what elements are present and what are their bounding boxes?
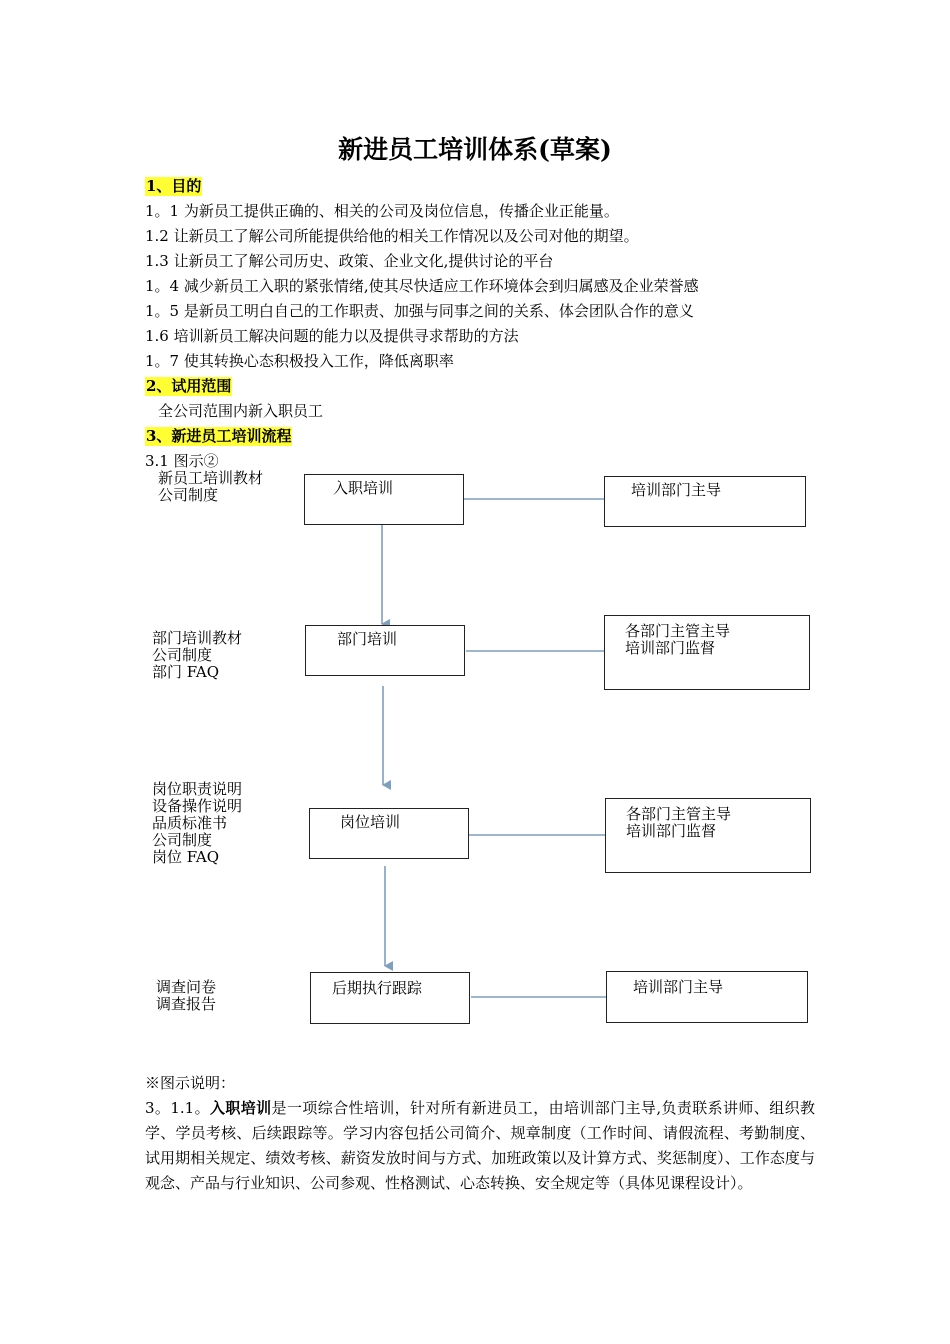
purpose-item: 1.6 培训新员工解决问题的能力以及提供寻求帮助的方法	[145, 327, 519, 345]
stage-materials	[158, 470, 263, 504]
owner-label: 培训部门主导	[633, 978, 724, 996]
owner-label: 培训部门监督	[625, 639, 716, 657]
stage-materials	[156, 979, 216, 1013]
material-item: 岗位 FAQ	[152, 848, 220, 866]
flow-box-label: 入职培训	[333, 479, 394, 497]
section-heading-flow: 3、新进员工培训流程	[146, 427, 292, 445]
notes-paragraph	[145, 1096, 815, 1196]
owner-label: 各部门主管主导	[626, 805, 732, 823]
purpose-item: 1.2 让新员工了解公司所能提供给他的相关工作情况以及公司对他的期望。	[145, 227, 639, 245]
owner-label-group	[626, 806, 731, 840]
purpose-item: 1。1 为新员工提供正确的、相关的公司及岗位信息，传播企业正能量。	[145, 202, 619, 220]
owner-label: 培训部门监督	[626, 822, 717, 840]
flow-box-position	[309, 808, 469, 859]
notes-bold-term: 入职培训	[209, 1099, 272, 1117]
flow-box-department	[305, 625, 465, 676]
purpose-item: 1。4 减少新员工入职的紧张情绪,使其尽快适应工作环境体会到归属感及企业荣誉感	[145, 277, 699, 295]
section-heading-purpose: 1、目的	[146, 177, 202, 195]
stage-materials	[152, 781, 242, 866]
material-item: 公司制度	[158, 486, 219, 504]
flow-box-label: 岗位培训	[340, 813, 401, 831]
owner-box	[606, 971, 808, 1023]
material-item: 品质标准书	[152, 814, 228, 832]
purpose-item: 1。5 是新员工明白自己的工作职责、加强与同事之间的关系、体会团队合作的意义	[145, 302, 694, 320]
notes-prefix: 3。1.1。	[145, 1099, 210, 1117]
owner-box	[604, 476, 806, 527]
flow-box-followup	[310, 972, 470, 1024]
flow-box-label: 部门培训	[337, 630, 398, 648]
material-item: 岗位职责说明	[152, 780, 243, 798]
flow-caption: 3.1 图示②	[145, 452, 219, 470]
material-item: 公司制度	[152, 831, 213, 849]
owner-label-group	[625, 623, 730, 657]
owner-label: 培训部门主导	[631, 481, 722, 499]
material-item: 设备操作说明	[152, 797, 243, 815]
owner-box	[605, 798, 811, 873]
section-heading-scope: 2、试用范围	[146, 377, 232, 395]
material-item: 公司制度	[152, 646, 213, 664]
scope-text: 全公司范围内新入职员工	[158, 402, 324, 420]
owner-label: 各部门主管主导	[625, 622, 731, 640]
notes-body: 是一项综合性培训，针对所有新进员工，由培训部门主导,负责联系讲师、组织教学、学员考核、后续跟踪等。学习内容包括公司简介、规章制度（工作时间、请假流程、考勤制度、试用期相关规定、绩效考核、薪资发放时间与方式、加班政策以及计算方式、奖惩制度）、工作态度与观念、产品与行业知识、公司参观、性格测试、心态转换、安全规定等（具体见课程设计）。	[145, 1099, 815, 1192]
material-item: 调查报告	[156, 995, 217, 1013]
notes-heading: ※图示说明：	[145, 1074, 236, 1092]
flow-box-label: 后期执行跟踪	[332, 979, 423, 997]
material-item: 部门培训教材	[152, 629, 243, 647]
owner-box	[604, 615, 810, 690]
page-title: 新进员工培训体系(草案)	[338, 135, 612, 164]
purpose-item: 1。7 使其转换心态积极投入工作，降低离职率	[145, 352, 454, 370]
material-item: 新员工培训教材	[158, 469, 264, 487]
material-item: 调查问卷	[156, 978, 217, 996]
material-item: 部门 FAQ	[152, 663, 220, 681]
stage-materials	[152, 630, 242, 681]
flow-box-onboarding	[304, 474, 464, 525]
purpose-item: 1.3 让新员工了解公司历史、政策、企业文化,提供讨论的平台	[145, 252, 554, 270]
